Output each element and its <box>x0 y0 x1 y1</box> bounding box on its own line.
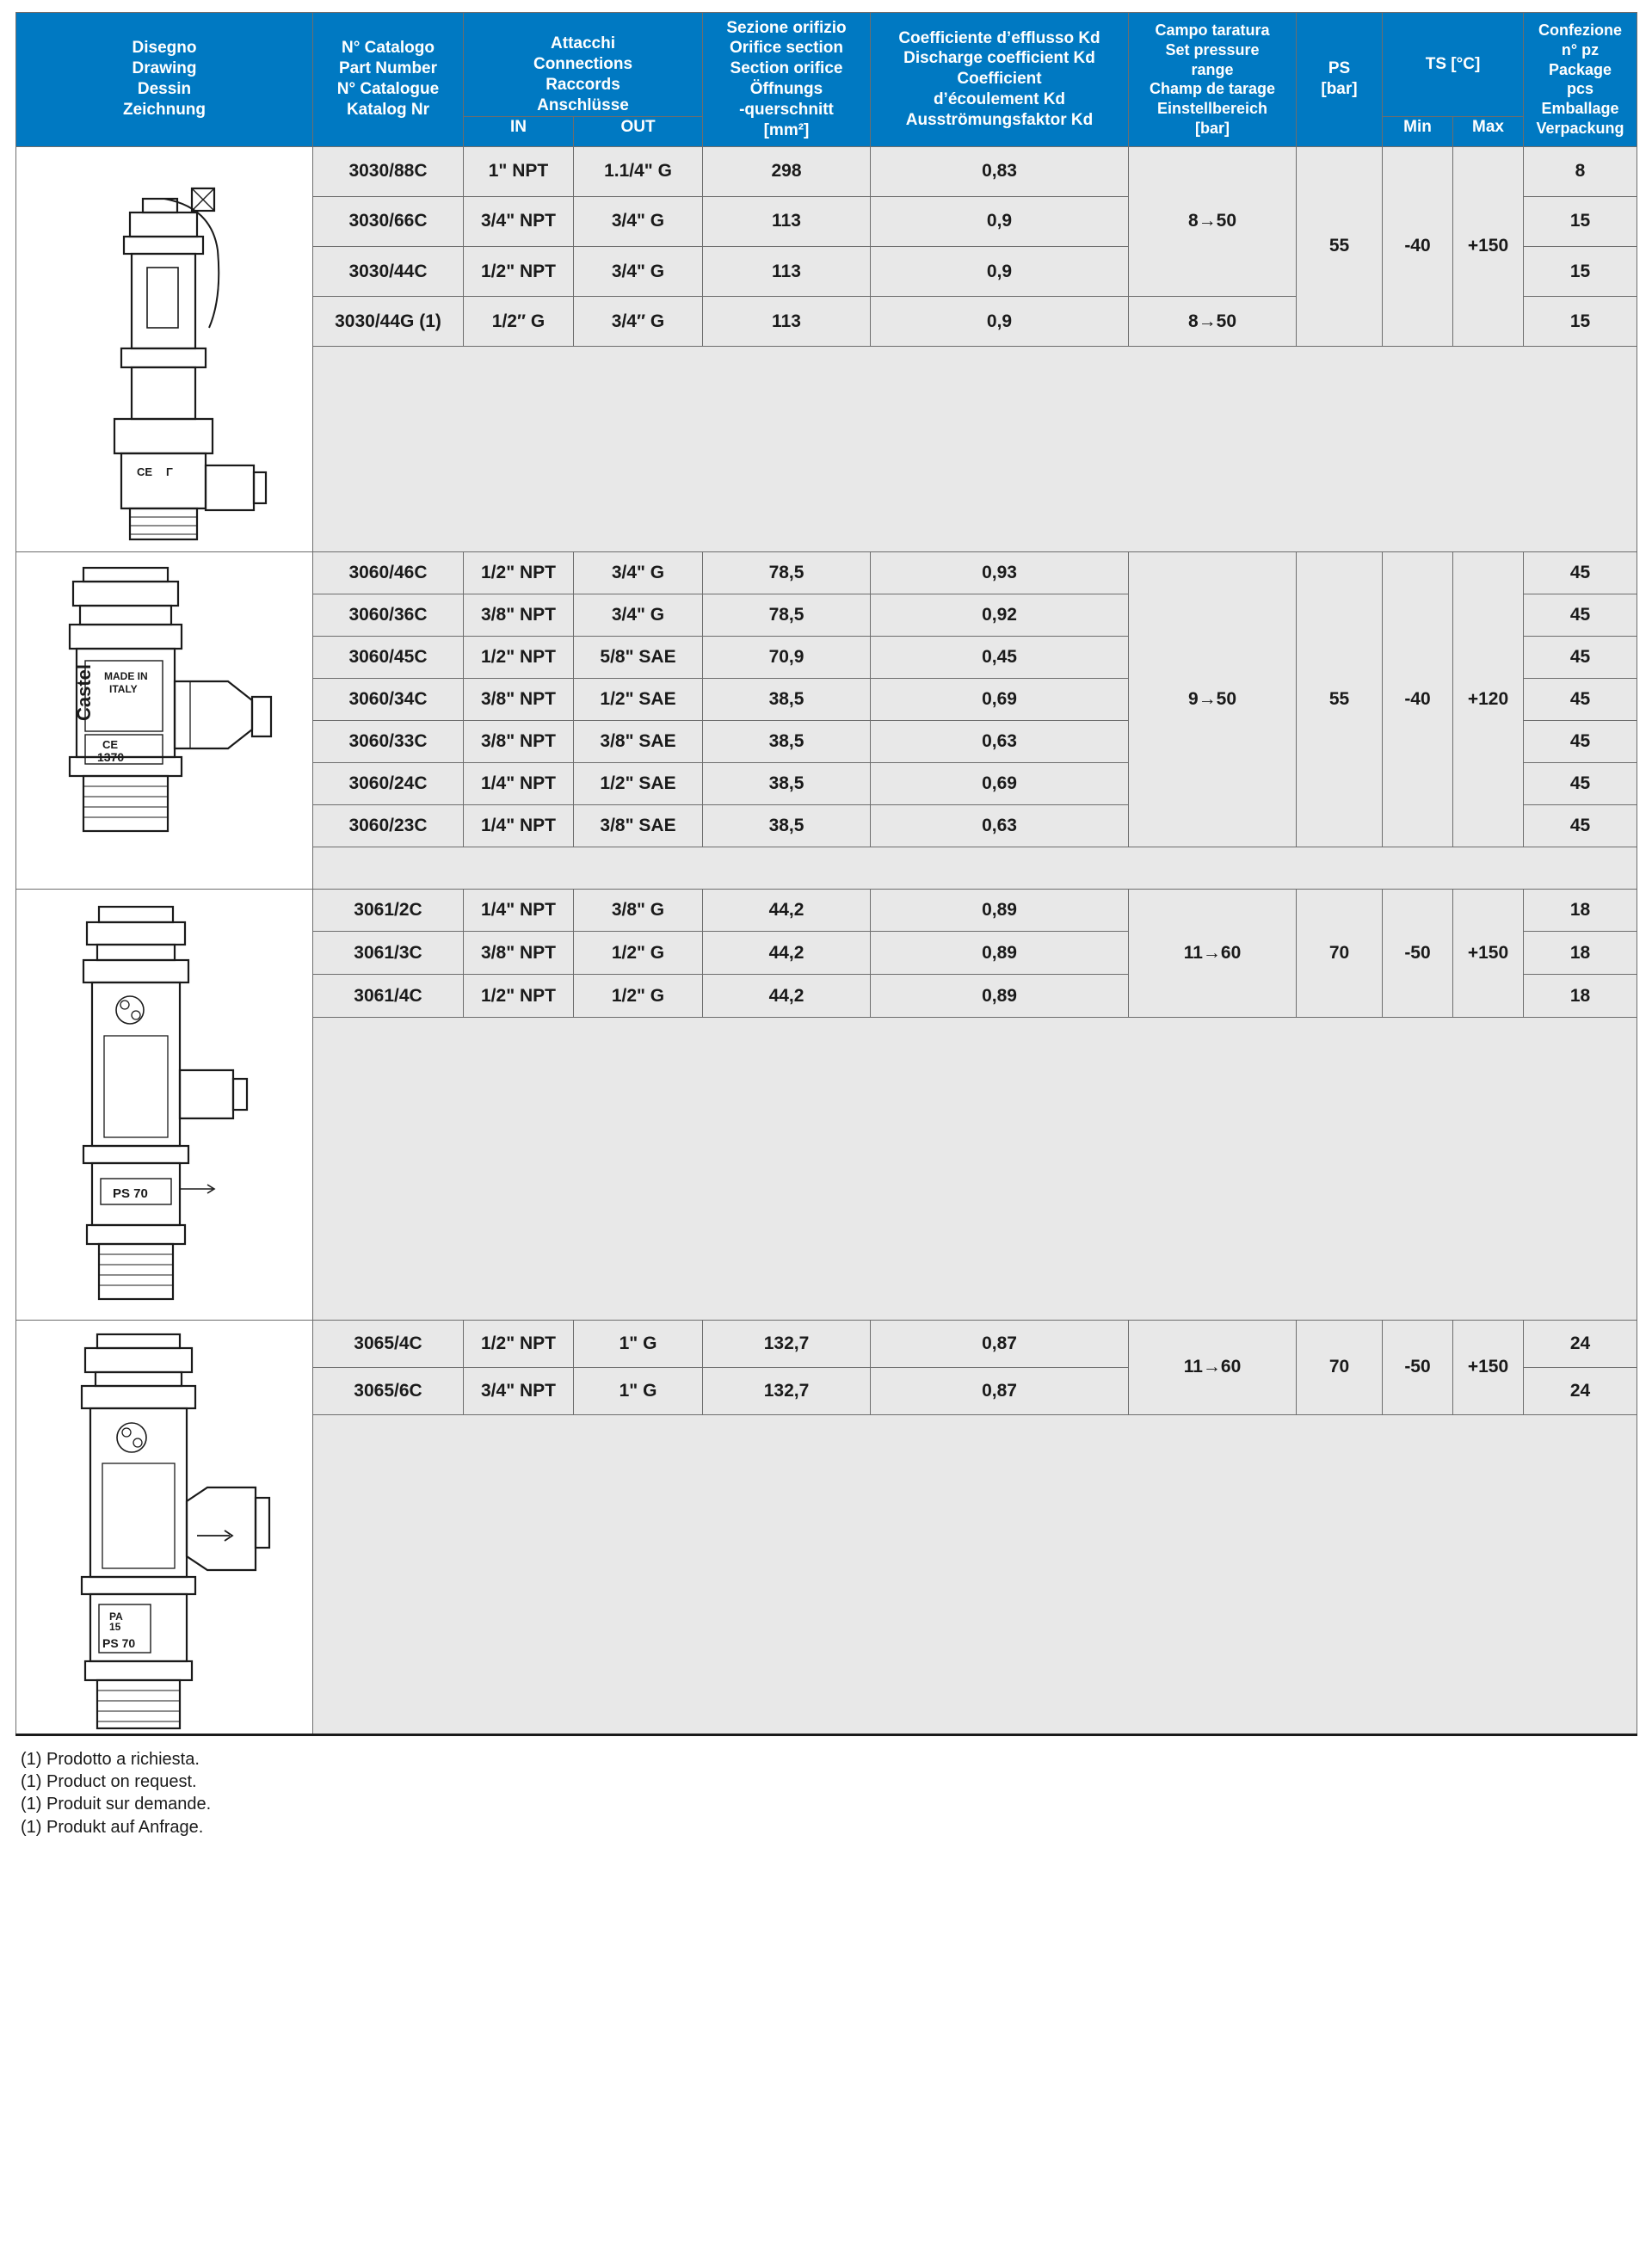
cell-kd: 0,9 <box>871 246 1129 296</box>
cell-package: 15 <box>1524 196 1637 246</box>
svg-text:CE: CE <box>102 737 119 751</box>
cell-set-pressure: 11→60 <box>1129 1320 1297 1414</box>
header-connections-in: IN <box>464 116 574 146</box>
header-orifice-section: Sezione orifizio Orifice section Section orifice Öffnungs -querschnitt [mm²] <box>703 13 871 147</box>
cell-package: 45 <box>1524 804 1637 847</box>
cell-connection-out: 3/4" G <box>574 196 703 246</box>
cell-connection-in: 1/4" NPT <box>464 889 574 932</box>
cell-connection-out: 1/2" G <box>574 975 703 1018</box>
header-drawing: Disegno Drawing Dessin Zeichnung <box>16 13 313 147</box>
cell-package: 18 <box>1524 889 1637 932</box>
cell-part-number: 3060/24C <box>313 762 464 804</box>
cell-part-number: 3061/4C <box>313 975 464 1018</box>
cell-connection-out: 3/8" SAE <box>574 804 703 847</box>
valve-3061-drawing <box>16 889 313 1320</box>
cell-package: 45 <box>1524 762 1637 804</box>
valve-3065-svg <box>35 1321 293 1734</box>
cell-part-number: 3060/34C <box>313 678 464 720</box>
cell-connection-out: 3/4" G <box>574 551 703 594</box>
cell-connection-in: 1/4" NPT <box>464 804 574 847</box>
cell-connection-in: 1/2" NPT <box>464 975 574 1018</box>
cell-connection-out: 1" G <box>574 1367 703 1414</box>
svg-text:PS 70: PS 70 <box>102 1635 136 1650</box>
cell-connection-in: 1/2" NPT <box>464 246 574 296</box>
cell-connection-out: 1/2" G <box>574 932 703 975</box>
cell-kd: 0,89 <box>871 975 1129 1018</box>
cell-package: 18 <box>1524 932 1637 975</box>
svg-text:PS 70: PS 70 <box>113 1186 148 1201</box>
table-header <box>16 13 1637 147</box>
header-ps: PS [bar] <box>1297 13 1383 147</box>
cell-orifice: 78,5 <box>703 594 871 636</box>
valve-3065-drawing <box>16 1320 313 1734</box>
cell-ts-max: +150 <box>1453 889 1524 1017</box>
valve-3030-drawing <box>16 146 313 551</box>
filler-cell <box>313 347 1637 552</box>
cell-ps: 70 <box>1297 889 1383 1017</box>
svg-text:CE: CE <box>137 465 153 478</box>
cell-connection-in: 1/2" NPT <box>464 1320 574 1367</box>
cell-orifice: 70,9 <box>703 636 871 678</box>
cell-orifice: 44,2 <box>703 975 871 1018</box>
footnote-de: (1) Produkt auf Anfrage. <box>21 1817 204 1837</box>
table-row <box>16 551 1637 594</box>
cell-set-pressure: 9→50 <box>1129 551 1297 847</box>
cell-connection-in: 3/8" NPT <box>464 678 574 720</box>
cell-package: 15 <box>1524 246 1637 296</box>
cell-connection-out: 1" G <box>574 1320 703 1367</box>
cell-connection-in: 1" NPT <box>464 146 574 196</box>
cell-connection-in: 1/2" NPT <box>464 636 574 678</box>
svg-text:15: 15 <box>109 1620 121 1633</box>
cell-connection-in: 1/4" NPT <box>464 762 574 804</box>
cell-part-number: 3060/46C <box>313 551 464 594</box>
cell-package: 18 <box>1524 975 1637 1018</box>
cell-package: 8 <box>1524 146 1637 196</box>
cell-ps: 70 <box>1297 1320 1383 1414</box>
cell-kd: 0,93 <box>871 551 1129 594</box>
cell-connection-out: 3/8" SAE <box>574 720 703 762</box>
cell-package: 24 <box>1524 1367 1637 1414</box>
header-ts: TS [°C] <box>1383 13 1524 117</box>
svg-text:Castel: Castel <box>73 663 95 721</box>
footnote-fr: (1) Produit sur demande. <box>21 1795 212 1814</box>
specification-table <box>15 12 1637 1736</box>
cell-kd: 0,63 <box>871 720 1129 762</box>
cell-kd: 0,69 <box>871 678 1129 720</box>
cell-connection-out: 1.1/4" G <box>574 146 703 196</box>
cell-orifice: 132,7 <box>703 1320 871 1367</box>
header-package: Confezione n° pz Package pcs Emballage Verpackung <box>1524 13 1637 147</box>
cell-set-pressure: 8→50 <box>1129 146 1297 296</box>
header-discharge-coefficient: Coefficiente d’efflusso Kd Discharge coefficient Kd Coefficient d’écoulement Kd Ausströmungsfaktor Kd <box>871 13 1129 147</box>
cell-connection-out: 3/4" G <box>574 594 703 636</box>
cell-part-number: 3030/44C <box>313 246 464 296</box>
header-ts-max: Max <box>1453 116 1524 146</box>
cell-part-number: 3060/23C <box>313 804 464 847</box>
header-connections: Attacchi Connections Raccords Anschlüsse <box>464 13 703 117</box>
valve-3061-svg <box>35 890 293 1320</box>
cell-connection-in: 3/4" NPT <box>464 1367 574 1414</box>
cell-part-number: 3061/3C <box>313 932 464 975</box>
svg-text:MADE IN: MADE IN <box>104 669 148 682</box>
valve-3060-drawing <box>16 551 313 889</box>
cell-orifice: 38,5 <box>703 804 871 847</box>
cell-orifice: 38,5 <box>703 678 871 720</box>
header-ts-min: Min <box>1383 116 1453 146</box>
cell-ts-max: +120 <box>1453 551 1524 847</box>
cell-kd: 0,89 <box>871 932 1129 975</box>
cell-orifice: 44,2 <box>703 932 871 975</box>
cell-orifice: 78,5 <box>703 551 871 594</box>
cell-orifice: 132,7 <box>703 1367 871 1414</box>
cell-kd: 0,83 <box>871 146 1129 196</box>
cell-set-pressure: 11→60 <box>1129 889 1297 1017</box>
cell-kd: 0,87 <box>871 1320 1129 1367</box>
cell-part-number: 3030/66C <box>313 196 464 246</box>
cell-kd: 0,45 <box>871 636 1129 678</box>
cell-connection-out: 1/2" SAE <box>574 678 703 720</box>
cell-connection-out: 5/8" SAE <box>574 636 703 678</box>
cell-connection-out: 3/8" G <box>574 889 703 932</box>
cell-package: 45 <box>1524 594 1637 636</box>
cell-ps: 55 <box>1297 551 1383 847</box>
cell-connection-in: 1/2" NPT <box>464 551 574 594</box>
cell-connection-out: 3/4" G <box>574 246 703 296</box>
cell-orifice: 113 <box>703 297 871 347</box>
cell-package: 45 <box>1524 551 1637 594</box>
cell-ts-min: -40 <box>1383 146 1453 347</box>
cell-ts-max: +150 <box>1453 146 1524 347</box>
filler-cell <box>313 1018 1637 1321</box>
cell-package: 24 <box>1524 1320 1637 1367</box>
cell-package: 45 <box>1524 678 1637 720</box>
cell-package: 15 <box>1524 297 1637 347</box>
header-connections-out: OUT <box>574 116 703 146</box>
cell-kd: 0,87 <box>871 1367 1129 1414</box>
cell-ts-min: -50 <box>1383 889 1453 1017</box>
table-row <box>16 1320 1637 1367</box>
cell-set-pressure: 8→50 <box>1129 297 1297 347</box>
cell-orifice: 113 <box>703 246 871 296</box>
cell-package: 45 <box>1524 636 1637 678</box>
cell-kd: 0,92 <box>871 594 1129 636</box>
cell-orifice: 298 <box>703 146 871 196</box>
cell-connection-in: 1/2″ G <box>464 297 574 347</box>
cell-connection-in: 3/8" NPT <box>464 594 574 636</box>
cell-connection-out: 3/4″ G <box>574 297 703 347</box>
table-row <box>16 146 1637 196</box>
cell-part-number: 3060/36C <box>313 594 464 636</box>
cell-ts-min: -50 <box>1383 1320 1453 1414</box>
cell-kd: 0,63 <box>871 804 1129 847</box>
filler-cell <box>313 1414 1637 1734</box>
cell-orifice: 44,2 <box>703 889 871 932</box>
cell-part-number: 3065/4C <box>313 1320 464 1367</box>
cell-part-number: 3030/44G (1) <box>313 297 464 347</box>
filler-cell <box>313 847 1637 889</box>
footnote-it: (1) Prodotto a richiesta. <box>21 1749 200 1769</box>
svg-text:ITALY: ITALY <box>109 682 138 695</box>
cell-connection-in: 3/4" NPT <box>464 196 574 246</box>
cell-kd: 0,89 <box>871 889 1129 932</box>
cell-part-number: 3030/88C <box>313 146 464 196</box>
cell-connection-out: 1/2" SAE <box>574 762 703 804</box>
cell-part-number: 3060/45C <box>313 636 464 678</box>
cell-part-number: 3061/2C <box>313 889 464 932</box>
cell-kd: 0,69 <box>871 762 1129 804</box>
valve-3060-svg <box>35 552 293 862</box>
cell-part-number: 3060/33C <box>313 720 464 762</box>
cell-connection-in: 3/8" NPT <box>464 720 574 762</box>
cell-package: 45 <box>1524 720 1637 762</box>
cell-connection-in: 3/8" NPT <box>464 932 574 975</box>
cell-kd: 0,9 <box>871 297 1129 347</box>
header-set-pressure-range: Campo taratura Set pressure range Champ de tarage Einstellbereich [bar] <box>1129 13 1297 147</box>
svg-text:1370: 1370 <box>97 749 125 764</box>
svg-text:PA: PA <box>109 1610 123 1623</box>
footnote-en: (1) Product on request. <box>21 1772 197 1792</box>
cell-ps: 55 <box>1297 146 1383 347</box>
cell-part-number: 3065/6C <box>313 1367 464 1414</box>
footnotes <box>21 1748 1637 1839</box>
valve-3030-svg <box>35 147 293 551</box>
cell-ts-min: -40 <box>1383 551 1453 847</box>
table-body <box>16 146 1637 1734</box>
cell-orifice: 113 <box>703 196 871 246</box>
header-part-number: N° Catalogo Part Number N° Catalogue Katalog Nr <box>313 13 464 147</box>
cell-orifice: 38,5 <box>703 720 871 762</box>
cell-kd: 0,9 <box>871 196 1129 246</box>
table-row <box>16 889 1637 932</box>
cell-ts-max: +150 <box>1453 1320 1524 1414</box>
svg-text:Γ: Γ <box>166 465 173 478</box>
cell-orifice: 38,5 <box>703 762 871 804</box>
